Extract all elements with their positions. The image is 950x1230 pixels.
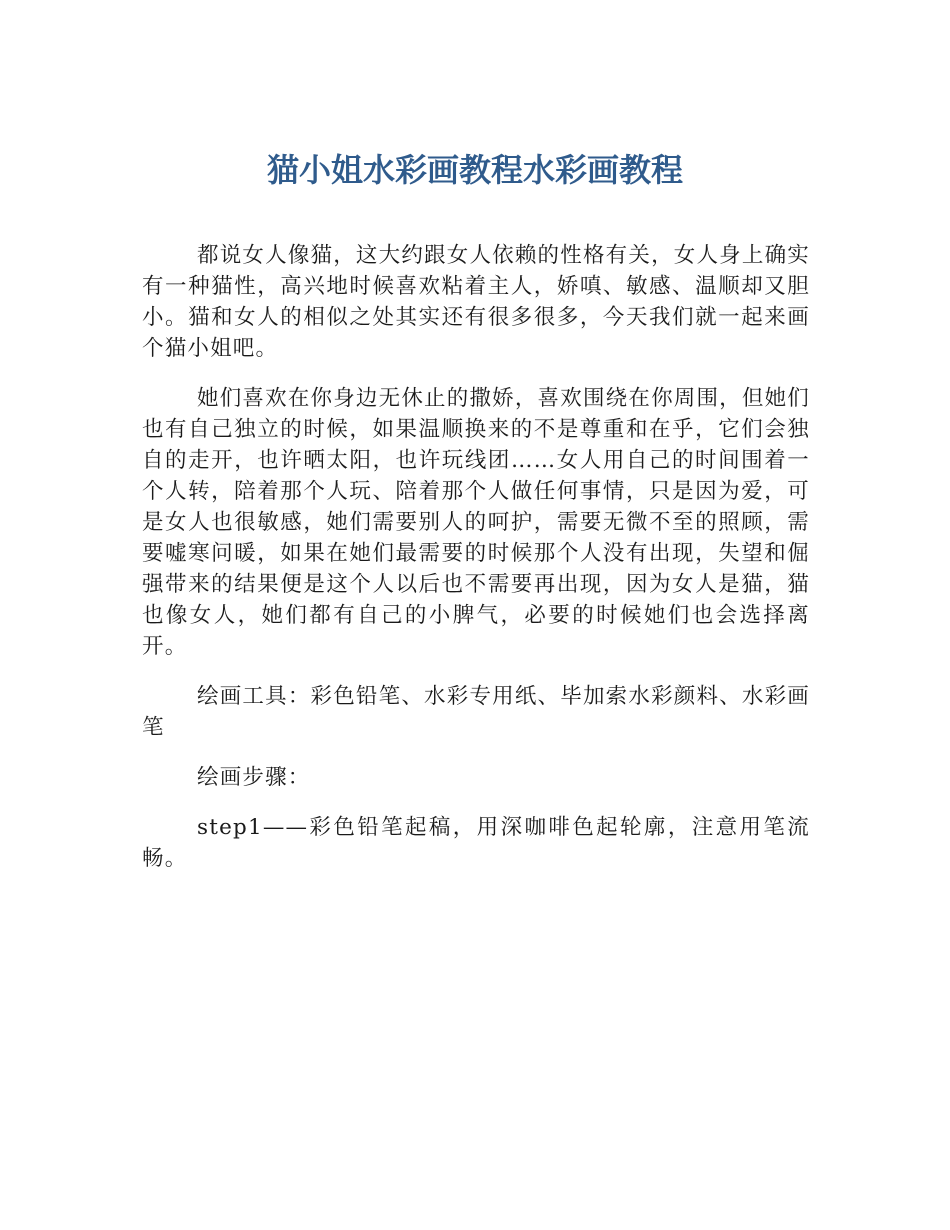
paragraph-steps-heading: 绘画步骤：	[197, 765, 311, 790]
document-title: 猫小姐水彩画教程水彩画教程	[266, 151, 683, 189]
paragraph-intro: 都说女人像猫，这大约跟女人依赖的性格有关，女人身上确实有一种猫性，高兴地时候喜欢粘着主人，娇嗔、敏感、温顺却又胆小。猫和女人的相似之处其实还有很多很多，今天我们就一起来画个猫小姐吧。	[142, 243, 810, 361]
paragraph-cat-nature: 她们喜欢在你身边无休止的撒娇，喜欢围绕在你周围，但她们也有自己独立的时候，如果温顺换来的不是尊重和在乎，它们会独自的走开，也许晒太阳，也许玩线团……女人用自己的时间围着一个人转，陪着那个人玩、陪着那个人做任何事情，只是因为爱，可是女人也很敏感，她们需要别人的呵护，需要无微不至的照顾，需要嘘寒问暖，如果在她们最需要的时候那个人没有出现，失望和倔强带来的结果便是这个人以后也不需要再出现，因为女人是猫，猫也像女人，她们都有自己的小脾气，必要的时候她们也会选择离开。	[142, 386, 810, 659]
paragraph-tools: 绘画工具：彩色铅笔、水彩专用纸、毕加索水彩颜料、水彩画笔	[142, 684, 810, 740]
paragraph-step1: step1——彩色铅笔起稿，用深咖啡色起轮廓，注意用笔流畅。	[142, 815, 810, 871]
document-body	[142, 240, 810, 893]
